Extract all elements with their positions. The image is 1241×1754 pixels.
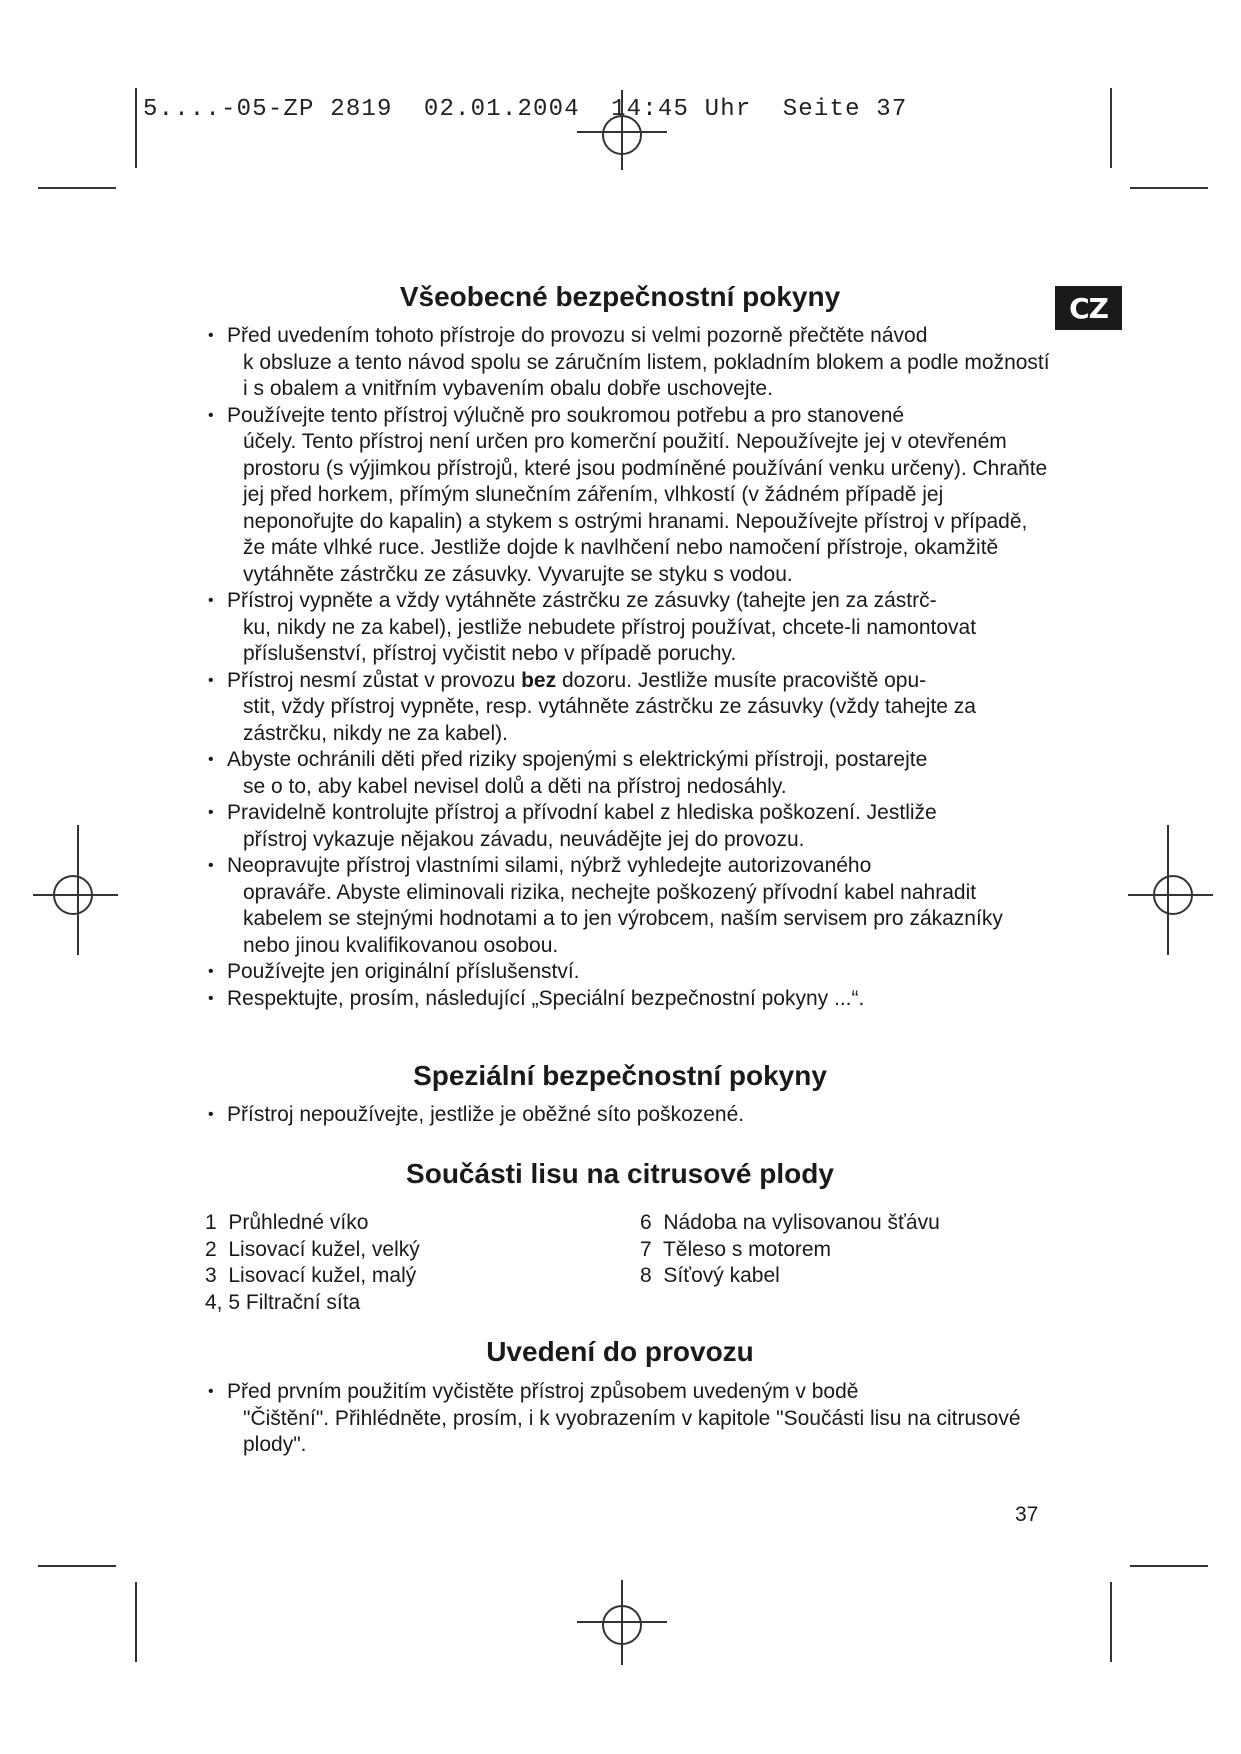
crop-mark	[135, 88, 137, 168]
list-item: 3 Lisovací kužel, malý	[205, 1264, 417, 1287]
special-safety-list	[205, 1102, 1050, 1129]
crop-mark	[1110, 88, 1112, 168]
language-badge: CZ	[1055, 286, 1122, 330]
crop-mark	[1110, 1582, 1112, 1662]
crop-mark	[1130, 187, 1208, 189]
startup-list	[205, 1379, 1050, 1459]
list-item: • Před uvedením tohoto přístroje do provozu si velmi pozorně přečtěte návod k obsluze a tento návod spolu se záručním listem, pokladním blokem a podle možností i s obalem a vnitřním vybavením obalu dobře uschovejte.	[205, 323, 1050, 403]
registration-mark-icon	[1128, 825, 1218, 955]
print-header: 5....-05-ZP 2819 02.01.2004 14:45 Uhr Seite 37	[143, 96, 908, 123]
section-title-parts: Součásti lisu na citrusové plody	[406, 1158, 834, 1189]
list-item: • Neopravujte přístroj vlastními silami, nýbrž vyhledejte autorizovaného opraváře. Abyste eliminovali rizika, nechejte poškozený přívodní kabel nahradit kabelem se stejnými hodnotami a to jen výrobcem, naším servisem pro zákazníky nebo jinou kvalifikovanou osobou.	[205, 853, 1050, 959]
list-item: 1 Průhledné víko	[205, 1211, 369, 1234]
crop-mark	[1130, 1565, 1208, 1567]
list-item: • Přístroj nesmí zůstat v provozu bez dozoru. Jestliže musíte pracoviště opu- stit, vždy přístroj vypněte, resp. vytáhněte zástrčku ze zásuvky (vždy tahejte za zástrčku, nikdy ne za kabel).	[205, 668, 1050, 748]
list-item: 7 Těleso s motorem	[640, 1237, 832, 1261]
list-item: • Přístroj vypněte a vždy vytáhněte zástrčku ze zásuvky (tahejte jen za zástrč- ku, nikdy ne za kabel), jestliže nebudete přístroj používat, chcete-li namontovat příslušenství, přístroj vyčistit nebo v případě poruchy.	[205, 588, 1050, 668]
list-item: 6 Nádoba na vylisovanou šťávu	[640, 1211, 940, 1234]
general-safety-list	[205, 323, 1050, 1012]
list-item: 2 Lisovací kužel, velký	[205, 1237, 420, 1261]
list-item: • Přístroj nepoužívejte, jestliže je oběžné síto poškozené.	[205, 1102, 1050, 1129]
section-title-startup: Uvedení do provozu	[486, 1336, 754, 1367]
list-item: • Používejte tento přístroj výlučně pro soukromou potřebu a pro stanovené účely. Tento přístroj není určen pro komerční použití. Nepoužívejte jej v otevřeném prostoru (s výjimkou přístrojů, které jsou podmíněné používání venku určeny). Chraňte jej před horkem, přímým slunečním zářením, vlhkostí (v žádném případě jej neponořujte do kapalin) a stykem s ostrými hranami. Nepoužívejte přístroj v případě, že máte vlhké ruce. Jestliže dojde k navlhčení nebo namočení přístroje, okamžitě vytáhněte zástrčku ze zásuvky. Vyvarujte se styku s vodou.	[205, 403, 1050, 589]
list-item: • Pravidelně kontrolujte přístroj a přívodní kabel z hlediska poškození. Jestliže přístroj vykazuje nějakou závadu, neuvádějte jej do provozu.	[205, 800, 1050, 853]
section-title-general: Všeobecné bezpečnostní pokyny	[399, 281, 841, 312]
list-item: • Používejte jen originální příslušenství.	[205, 959, 1050, 986]
list-item: • Abyste ochránili děti před riziky spojenými s elektrickými přístroji, postarejte se o to, aby kabel nevisel dolů a děti na přístroj nedosáhly.	[205, 747, 1050, 800]
list-item: 4, 5 Filtrační síta	[205, 1290, 361, 1314]
list-item: • Respektujte, prosím, následující „Speciální bezpečnostní pokyny ...“.	[205, 986, 1050, 1013]
registration-mark-icon	[28, 825, 118, 955]
crop-mark	[38, 1565, 116, 1567]
section-title-special: Speziální bezpečnostní pokyny	[413, 1060, 827, 1091]
crop-mark	[135, 1582, 137, 1662]
list-item: • Před prvním použitím vyčistěte přístroj způsobem uvedeným v bodě "Čištění". Přihlédněte, prosím, i k vyobrazením v kapitole "Součásti lisu na citrusové plody".	[205, 1379, 1050, 1459]
registration-mark-icon	[577, 90, 667, 180]
page-number: 37	[1015, 1503, 1039, 1526]
registration-mark-icon	[577, 1580, 667, 1670]
crop-mark	[38, 187, 116, 189]
list-item: 8 Síťový kabel	[640, 1264, 780, 1287]
